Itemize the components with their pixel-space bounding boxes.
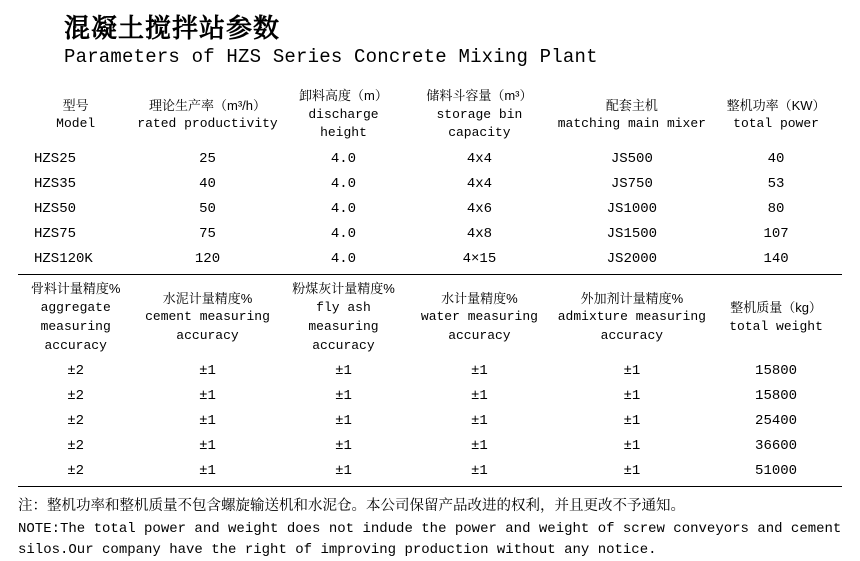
- cell-discharge-height: 4.0: [330, 176, 357, 193]
- cell-fly-ash-accuracy: ±1: [335, 438, 352, 455]
- cell-discharge-height: 4.0: [330, 226, 357, 243]
- page-title-cn: 混凝土搅拌站参数: [64, 13, 281, 43]
- table-row: [18, 222, 842, 247]
- cell-storage-bin-capacity: 4×15: [462, 251, 497, 268]
- cell-fly-ash-accuracy: ±1: [335, 363, 352, 380]
- cell-matching-main-mixer: JS500: [610, 151, 653, 168]
- cell-aggregate-accuracy: ±2: [67, 388, 85, 405]
- cell-total-power: 40: [767, 151, 785, 168]
- note-text-en-line2: silos.Our company have the right of improving production without any notice.: [18, 541, 657, 558]
- cell-rated-productivity: 120: [194, 251, 221, 268]
- cell-model: HZS35: [34, 176, 77, 193]
- cell-storage-bin-capacity: 4x4: [466, 151, 493, 168]
- column-header-cement-accuracy: 水泥计量精度% cement measuring accuracy: [145, 290, 270, 344]
- cell-admixture-accuracy: ±1: [623, 438, 641, 455]
- cell-total-power: 80: [767, 201, 785, 218]
- cell-discharge-height: 4.0: [330, 151, 357, 168]
- notes-block: [18, 495, 842, 560]
- cell-storage-bin-capacity: 4x8: [466, 226, 493, 243]
- cell-admixture-accuracy: ±1: [623, 363, 641, 380]
- cell-water-accuracy: ±1: [471, 363, 488, 380]
- cell-matching-main-mixer: JS2000: [606, 251, 658, 268]
- cell-cement-accuracy: ±1: [199, 413, 216, 430]
- column-header-model: 型号 Model: [56, 97, 96, 132]
- cell-fly-ash-accuracy: ±1: [335, 388, 352, 405]
- column-header-aggregate-accuracy: 骨料计量精度% aggregate measuring accuracy: [30, 281, 121, 353]
- cell-matching-main-mixer: JS1000: [606, 201, 658, 218]
- cell-total-power: 53: [767, 176, 785, 193]
- table-header-row: [18, 86, 842, 147]
- page-title-en: Parameters of HZS Series Concrete Mixing Plant: [64, 45, 598, 68]
- cell-water-accuracy: ±1: [471, 463, 488, 480]
- cell-rated-productivity: 75: [199, 226, 216, 243]
- cell-total-weight: 36600: [755, 438, 798, 455]
- cell-cement-accuracy: ±1: [199, 463, 216, 480]
- cell-model: HZS75: [34, 226, 77, 243]
- table-header-row: [18, 279, 842, 359]
- column-header-total-power: 整机功率（KW） total power: [726, 97, 826, 132]
- notes-divider: [18, 486, 842, 487]
- column-header-admixture-accuracy: 外加剂计量精度% admixture measuring accuracy: [557, 290, 706, 344]
- table-row: [18, 409, 842, 434]
- cell-water-accuracy: ±1: [471, 388, 488, 405]
- cell-storage-bin-capacity: 4x4: [466, 176, 493, 193]
- cell-matching-main-mixer: JS750: [610, 176, 653, 193]
- spec-table-accuracy: [18, 279, 842, 484]
- cell-model: HZS120K: [34, 251, 93, 268]
- table-divider: [18, 274, 842, 275]
- table-row: [18, 434, 842, 459]
- cell-matching-main-mixer: JS1500: [606, 226, 658, 243]
- table-row: [18, 359, 842, 384]
- note-text-en-line1: NOTE:The total power and weight does not indude the power and weight of screw conveyors and cement: [18, 520, 842, 537]
- table-row: [18, 384, 842, 409]
- cell-total-weight: 15800: [755, 363, 798, 380]
- cell-admixture-accuracy: ±1: [623, 463, 641, 480]
- table-row: [18, 172, 842, 197]
- cell-total-power: 140: [763, 251, 789, 268]
- cell-rated-productivity: 40: [199, 176, 216, 193]
- cell-water-accuracy: ±1: [471, 438, 488, 455]
- cell-cement-accuracy: ±1: [199, 438, 216, 455]
- column-header-discharge-height: 卸料高度（m） discharge height: [299, 88, 388, 141]
- cell-aggregate-accuracy: ±2: [67, 463, 85, 480]
- cell-rated-productivity: 50: [199, 201, 216, 218]
- column-header-fly-ash-accuracy: 粉煤灰计量精度% fly ash measuring accuracy: [292, 281, 395, 353]
- column-header-total-weight: 整机质量（kg） total weight: [729, 300, 823, 334]
- cell-admixture-accuracy: ±1: [623, 388, 641, 405]
- cell-storage-bin-capacity: 4x6: [466, 201, 493, 218]
- cell-total-weight: 15800: [755, 388, 798, 405]
- cell-total-weight: 51000: [755, 463, 798, 480]
- cell-total-power: 107: [763, 226, 789, 243]
- column-header-storage-bin-capacity: 储料斗容量（m³） storage bin capacity: [426, 88, 533, 141]
- column-header-matching-main-mixer: 配套主机 matching main mixer: [557, 97, 706, 132]
- cell-discharge-height: 4.0: [330, 201, 357, 218]
- column-header-water-accuracy: 水计量精度% water measuring accuracy: [420, 290, 538, 344]
- cell-discharge-height: 4.0: [330, 251, 357, 268]
- cell-total-weight: 25400: [755, 413, 798, 430]
- cell-model: HZS25: [34, 151, 77, 168]
- spec-table-primary: [18, 86, 842, 272]
- table-row: [18, 197, 842, 222]
- table-row: [18, 147, 842, 172]
- cell-model: HZS50: [34, 201, 77, 218]
- table-row: [18, 247, 842, 272]
- table-row: [18, 459, 842, 484]
- column-header-rated-productivity: 理论生产率（m³/h） rated productivity: [137, 97, 278, 132]
- cell-fly-ash-accuracy: ±1: [335, 413, 352, 430]
- cell-fly-ash-accuracy: ±1: [335, 463, 352, 480]
- cell-rated-productivity: 25: [199, 151, 216, 168]
- cell-admixture-accuracy: ±1: [623, 413, 641, 430]
- cell-cement-accuracy: ±1: [199, 388, 216, 405]
- cell-water-accuracy: ±1: [471, 413, 488, 430]
- cell-aggregate-accuracy: ±2: [67, 438, 85, 455]
- cell-aggregate-accuracy: ±2: [67, 413, 85, 430]
- cell-aggregate-accuracy: ±2: [67, 363, 85, 380]
- note-text-cn: 注：整机功率和整机质量不包含螺旋输送机和水泥仓。本公司保留产品改进的权利，并且更改不予通知。: [18, 498, 685, 515]
- cell-cement-accuracy: ±1: [199, 363, 216, 380]
